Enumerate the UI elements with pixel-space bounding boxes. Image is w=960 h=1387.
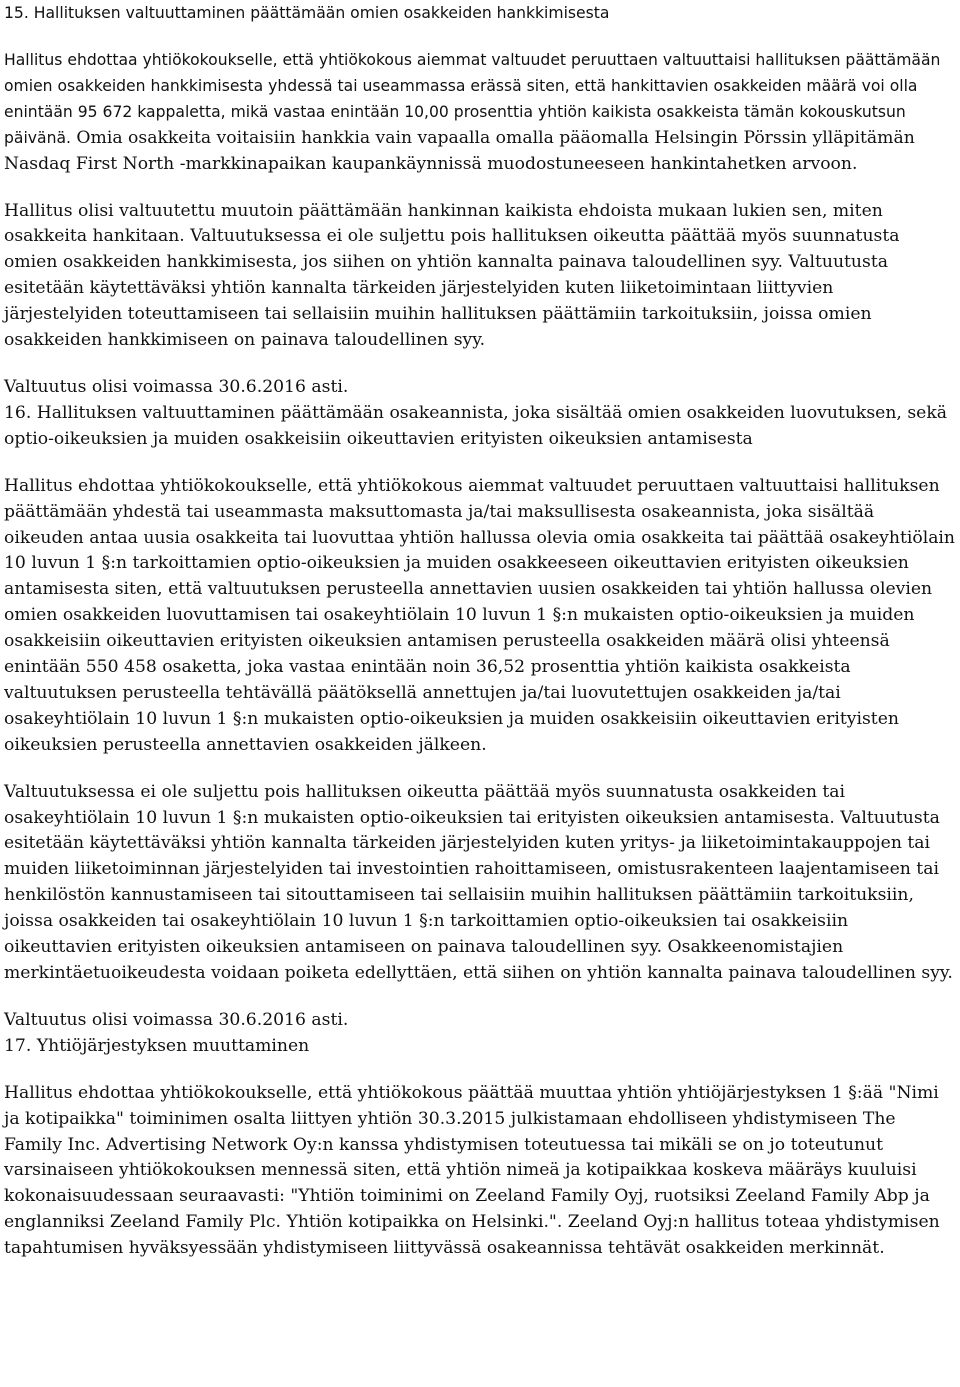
section-17-paragraph-1: Hallitus ehdottaa yhtiökokoukselle, että yhtiökokous päättää muuttaa yhtiön yhtiöjärjestyksen 1 §:ää "Nimi ja kotipaikka" toiminimen osalta liittyen yhtiön 30.3.2015 julkistamaan ehdolliseen yhdistymiseen The Family Inc. Advertising Network Oy:n kanssa yhdistymisen toteutuessa tai mikäli se on jo toteutunut varsinaiseen yhtiökokouksen mennessä siten, että yhtiön nimeä ja kotipaikkaa koskeva määräys kuuluisi kokonaisuudessaan seuraavasti: "Yhtiön toiminimi on Zeeland Family Oyj, ruotsiksi Zeeland Family Abp ja englanniksi Zeeland Family Plc. Yhtiön kotipaikka on Helsinki.". Zeeland Oyj:n hallitus toteaa yhdistymisen tapahtumisen hyväksyessään yhdistymiseen liittyvässä osakeannissa tehtävät osakkeiden merkinnät.: [4, 1082, 940, 1259]
section-15-paragraph-1-serif-part: Omia osakkeita voitaisiin hankkia vain vapaalla omalla pääomalla Helsingin Pörssin ylläpitämän Nasdaq First North -markkinapaikan kaupankäynnissä muodostuneeseen hankintahetken arvoon.: [4, 127, 915, 174]
section-15-heading: 15. Hallituksen valtuuttaminen päättämään omien osakkeiden hankkimisesta: [4, 4, 610, 22]
section-16-paragraph-2: Valtuutuksessa ei ole suljettu pois hallituksen oikeutta päättää myös suunnatusta osakkeiden tai osakeyhtiölain 10 luvun 1 §:n mukaisten optio-oikeuksien tai erityisten oikeuksien antamisesta. Valtuutusta esitetään käytettäväksi yhtiön kannalta tärkeiden järjestelyiden kuten yritys- ja liiketoimintakauppojen tai muiden liiketoiminnan järjestelyiden tai investointien rahoittamiseen, omistusrakenteen laajentamiseen tai henkilöstön kannustamiseen tai sitouttamiseen tai sellaisiin muihin hallituksen päättämiin tarkoituksiin, joissa osakkeiden tai osakeyhtiölain 10 luvun 1 §:n tarkoittamien optio-oikeuksien tai osakkeisiin oikeuttavien erityisten oikeuksien antamiseen on painava taloudellinen syy. Osakkeenomistajien merkintäetuoikeudesta voidaan poiketa edellyttäen, että siihen on yhtiön kannalta painava taloudellinen syy.: [4, 781, 953, 983]
section-15-paragraph-1: [4, 48, 956, 178]
section-15-paragraph-2: Hallitus olisi valtuutettu muutoin päättämään hankinnan kaikista ehdoista mukaan lukien sen, miten osakkeita hankitaan. Valtuutuksessa ei ole suljettu pois hallituksen oikeutta päättää myös suunnatusta omien osakkeiden hankkimisesta, jos siihen on yhtiön kannalta painava taloudellinen syy. Valtuutusta esitetään käytettäväksi yhtiön kannalta tärkeiden järjestelyiden kuten liiketoimintaan liittyvien järjestelyiden toteuttamiseen tai sellaisiin muihin hallituksen päättämiin tarkoituksiin, joissa omien osakkeiden hankkimiseen on painava taloudellinen syy.: [4, 200, 900, 351]
document-page: [4, 0, 956, 1262]
section-15-paragraph-1-sans-part: Hallitus ehdottaa yhtiökokoukselle, että yhtiökokous aiemmat valtuudet peruuttaen valtuuttaisi hallituksen päättämään omien osakkeiden hankkimisesta yhdessä tai useammassa erässä siten, että hankittavien osakkeiden määrä voi olla enintään 95 672 kappaletta, mikä vastaa enintään 10,00 prosenttia yhtiön kaikista osakkeista tämän kokouskutsun päivänä.: [4, 51, 941, 147]
section-16-heading: 16. Hallituksen valtuuttaminen päättämään osakeannista, joka sisältää omien osakkeiden luovutuksen, sekä optio-oikeuksien ja muiden osakkeisiin oikeuttavien erityisten oikeuksien antamisesta: [4, 402, 947, 449]
section-16-validity: Valtuutus olisi voimassa 30.6.2016 asti.: [4, 1009, 349, 1030]
section-15-validity: Valtuutus olisi voimassa 30.6.2016 asti.: [4, 376, 349, 397]
section-17-heading: 17. Yhtiöjärjestyksen muuttaminen: [4, 1035, 310, 1056]
section-16-paragraph-1: Hallitus ehdottaa yhtiökokoukselle, että yhtiökokous aiemmat valtuudet peruuttaen valtuuttaisi hallituksen päättämään yhdestä tai useammasta maksuttomasta ja/tai maksullisesta osakeannista, joka sisältää oikeuden antaa uusia osakkeita tai luovuttaa yhtiön hallussa olevia omia osakkeita tai päättää osakeyhtiölain 10 luvun 1 §:n tarkoittamien optio-oikeuksien ja muiden osakkeeseen oikeuttavien erityisten oikeuksien antamisesta siten, että valtuutuksen perusteella annettavien uusien osakkeiden tai yhtiön hallussa olevien omien osakkeiden luovuttamisen tai osakeyhtiölain 10 luvun 1 §:n mukaisten optio-oikeuksien ja muiden osakkeisiin oikeuttavien erityisten oikeuksien antamisen perusteella osakkeiden määrä olisi yhteensä enintään 550 458 osaketta, joka vastaa enintään noin 36,52 prosenttia yhtiön kaikista osakkeista valtuutuksen perusteella tehtävällä päätöksellä annettujen ja/tai luovutettujen osakkeiden ja/tai osakeyhtiölain 10 luvun 1 §:n mukaisten optio-oikeuksien ja muiden osakkeisiin oikeuttavien erityisten oikeuksien perusteella annettavien osakkeiden jälkeen.: [4, 475, 956, 755]
